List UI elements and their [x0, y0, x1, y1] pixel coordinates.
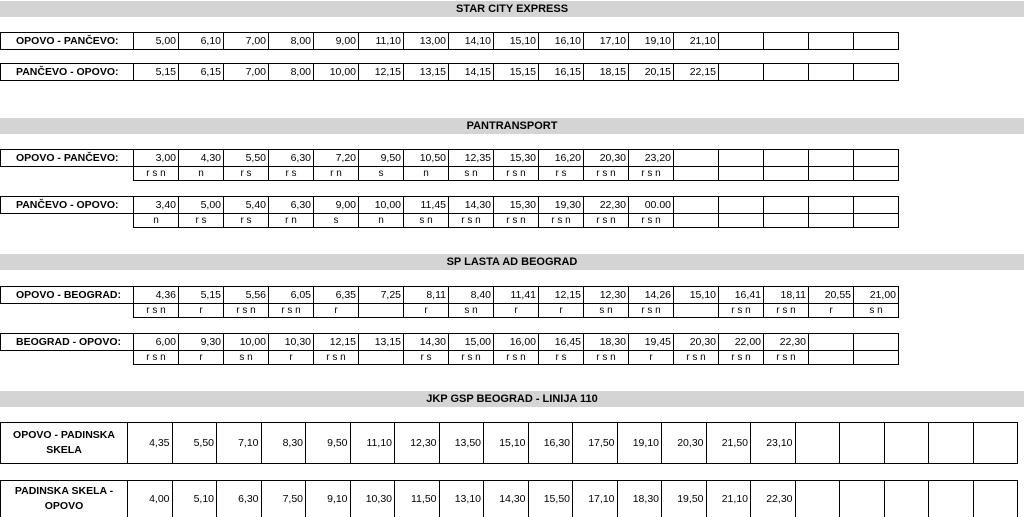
departure-time-cell: 15,30 [493, 149, 539, 167]
departure-time-cell: 15,00 [448, 333, 494, 351]
section-title: SP LASTA AD BEOGRAD [0, 254, 1024, 270]
departure-time-cell: 12,30 [583, 286, 629, 304]
departure-time-cell: 4,36 [133, 286, 179, 304]
departure-time-cell: 15,15 [493, 63, 539, 81]
departure-time-cell: 22,30 [750, 480, 796, 517]
operating-days-cell [673, 303, 719, 318]
operating-days-cell: r n [313, 166, 359, 181]
departure-time-cell [718, 32, 764, 50]
departure-time-cell: 20,15 [628, 63, 674, 81]
departure-time-cell: 12,30 [394, 422, 440, 464]
route-label: PANČEVO - OPOVO: [0, 196, 134, 214]
operating-days-cell: r s [538, 166, 584, 181]
departure-time-cell: 21,00 [853, 286, 899, 304]
departure-time-cell [928, 422, 974, 464]
operating-days-row [133, 350, 899, 365]
departure-time-cell [928, 480, 974, 517]
departure-time-cell: 19,10 [617, 422, 663, 464]
departure-time-cell [884, 480, 930, 517]
operating-days-row [133, 166, 899, 181]
operating-days-cell: r s n [448, 213, 494, 228]
departure-time-cell: 4,35 [127, 422, 173, 464]
departure-time-cell: 5,15 [178, 286, 224, 304]
operating-days-cell: r [178, 350, 224, 365]
departure-time-cell: 18,11 [763, 286, 809, 304]
route-row [0, 32, 899, 50]
operating-days-cell [853, 350, 899, 365]
departure-time-cell [853, 149, 899, 167]
departure-time-cell [795, 422, 841, 464]
route-row [0, 149, 899, 167]
departure-time-cell: 4,30 [178, 149, 224, 167]
departure-time-cell: 10,00 [313, 63, 359, 81]
operating-days-cell: s n [448, 166, 494, 181]
operating-days-cell [718, 166, 764, 181]
departure-time-cell: 8,00 [268, 32, 314, 50]
operating-days-cell: s n [853, 303, 899, 318]
operating-days-cell: r s n [493, 213, 539, 228]
departure-time-cell: 18,30 [583, 333, 629, 351]
operating-days-cell [673, 213, 719, 228]
departure-time-cell [718, 196, 764, 214]
departure-time-cell: 7,20 [313, 149, 359, 167]
departure-time-cell: 22,15 [673, 63, 719, 81]
operating-days-cell: r [538, 303, 584, 318]
route-label: OPOVO - PADINSKA SKELA [0, 422, 128, 464]
departure-time-cell: 14,26 [628, 286, 674, 304]
departure-time-cell: 22,30 [583, 196, 629, 214]
departure-time-cell: 6,10 [178, 32, 224, 50]
departure-time-cell [673, 196, 719, 214]
operating-days-cell: s n [403, 213, 449, 228]
operating-days-cell: r [493, 303, 539, 318]
operating-days-cell: r s n [583, 213, 629, 228]
departure-time-cell: 12,35 [448, 149, 494, 167]
departure-time-cell: 16,00 [493, 333, 539, 351]
operating-days-cell: r s n [223, 303, 269, 318]
departure-time-cell [808, 196, 854, 214]
operating-days-cell: r s n [763, 303, 809, 318]
operating-days-cell: r s [403, 350, 449, 365]
departure-time-cell: 9,00 [313, 196, 359, 214]
departure-time-cell: 5,50 [172, 422, 218, 464]
departure-time-cell [808, 333, 854, 351]
departure-time-cell: 13,00 [403, 32, 449, 50]
departure-time-cell: 8,40 [448, 286, 494, 304]
departure-time-cell: 16,41 [718, 286, 764, 304]
operating-days-cell: r s n [628, 166, 674, 181]
departure-time-cell [973, 480, 1019, 517]
section-title: PANTRANSPORT [0, 118, 1024, 134]
departure-time-cell: 10,50 [403, 149, 449, 167]
route-label: OPOVO - PANČEVO: [0, 32, 134, 50]
operating-days-cell: r [268, 350, 314, 365]
departure-time-cell [973, 422, 1019, 464]
operating-days-cell: r [313, 303, 359, 318]
departure-time-cell: 6,30 [268, 196, 314, 214]
operating-days-cell: r s n [313, 350, 359, 365]
departure-time-cell: 23,20 [628, 149, 674, 167]
departure-time-cell [763, 149, 809, 167]
section-title: JKP GSP BEOGRAD - LINIJA 110 [0, 391, 1024, 407]
route-label: BEOGRAD - OPOVO: [0, 333, 134, 351]
operating-days-cell: r s n [673, 350, 719, 365]
operating-days-cell: r [178, 303, 224, 318]
operating-days-row [133, 213, 899, 228]
operating-days-cell [853, 166, 899, 181]
departure-time-cell: 16,45 [538, 333, 584, 351]
departure-time-cell: 8,00 [268, 63, 314, 81]
departure-time-cell: 5,15 [133, 63, 179, 81]
departure-time-cell: 23,10 [750, 422, 796, 464]
departure-time-cell: 10,30 [350, 480, 396, 517]
departure-time-cell [763, 32, 809, 50]
operating-days-cell: r s n [133, 166, 179, 181]
operating-days-cell: n [403, 166, 449, 181]
operating-days-cell: n [358, 213, 404, 228]
operating-days-cell: s n [448, 303, 494, 318]
operating-days-cell [358, 350, 404, 365]
operating-days-cell: r s n [133, 303, 179, 318]
departure-time-cell: 6,15 [178, 63, 224, 81]
departure-time-cell: 6,05 [268, 286, 314, 304]
departure-time-cell: 7,00 [223, 63, 269, 81]
departure-time-cell [763, 196, 809, 214]
operating-days-cell: r s n [493, 350, 539, 365]
departure-time-cell [853, 63, 899, 81]
departure-time-cell: 19,30 [538, 196, 584, 214]
operating-days-cell: r s n [268, 303, 314, 318]
operating-days-row [133, 303, 899, 318]
departure-time-cell: 22,00 [718, 333, 764, 351]
operating-days-cell [763, 166, 809, 181]
route-row [0, 63, 899, 81]
route-row [0, 286, 899, 304]
departure-time-cell: 21,10 [673, 32, 719, 50]
departure-time-cell: 7,50 [261, 480, 307, 517]
operating-days-cell: r s n [538, 213, 584, 228]
departure-time-cell: 20,30 [673, 333, 719, 351]
departure-time-cell [853, 32, 899, 50]
departure-time-cell: 19,50 [661, 480, 707, 517]
operating-days-cell: r s n [628, 303, 674, 318]
departure-time-cell [808, 32, 854, 50]
operating-days-cell: r s n [583, 350, 629, 365]
operating-days-cell [358, 303, 404, 318]
operating-days-cell: r s [223, 166, 269, 181]
departure-time-cell: 12,15 [358, 63, 404, 81]
departure-time-cell [795, 480, 841, 517]
operating-days-cell: r s n [448, 350, 494, 365]
operating-days-cell: s [313, 213, 359, 228]
departure-time-cell: 19,45 [628, 333, 674, 351]
operating-days-cell: n [133, 213, 179, 228]
operating-days-cell: s n [583, 303, 629, 318]
departure-time-cell [673, 149, 719, 167]
departure-time-cell: 5,40 [223, 196, 269, 214]
departure-time-cell: 15,10 [673, 286, 719, 304]
route-label: PADINSKA SKELA - OPOVO [0, 480, 128, 517]
operating-days-cell [673, 166, 719, 181]
operating-days-cell: r s n [583, 166, 629, 181]
departure-time-cell: 21,10 [706, 480, 752, 517]
departure-time-cell: 15,10 [493, 32, 539, 50]
operating-days-cell [808, 350, 854, 365]
departure-time-cell [839, 480, 885, 517]
departure-time-cell: 14,15 [448, 63, 494, 81]
departure-time-cell: 5,50 [223, 149, 269, 167]
operating-days-cell: r s [538, 350, 584, 365]
departure-time-cell: 9,10 [305, 480, 351, 517]
departure-time-cell: 13,50 [439, 422, 485, 464]
departure-time-cell: 22,30 [763, 333, 809, 351]
departure-time-cell [808, 149, 854, 167]
operating-days-cell [763, 213, 809, 228]
departure-time-cell: 20,30 [583, 149, 629, 167]
route-label: OPOVO - BEOGRAD: [0, 286, 134, 304]
operating-days-cell: r s n [493, 166, 539, 181]
departure-time-cell [853, 333, 899, 351]
departure-time-cell: 3,00 [133, 149, 179, 167]
departure-time-cell: 00.00 [628, 196, 674, 214]
route-row [0, 480, 1018, 517]
route-row [0, 333, 899, 351]
departure-time-cell: 4,00 [127, 480, 173, 517]
departure-time-cell: 10,00 [223, 333, 269, 351]
departure-time-cell: 11,10 [350, 422, 396, 464]
operating-days-cell: r s n [718, 350, 764, 365]
operating-days-cell: s [358, 166, 404, 181]
departure-time-cell: 12,15 [313, 333, 359, 351]
departure-time-cell: 8,11 [403, 286, 449, 304]
departure-time-cell: 7,25 [358, 286, 404, 304]
departure-time-cell: 17,10 [572, 480, 618, 517]
departure-time-cell [853, 196, 899, 214]
departure-time-cell: 16,20 [538, 149, 584, 167]
departure-time-cell: 9,30 [178, 333, 224, 351]
operating-days-cell [718, 213, 764, 228]
departure-time-cell: 19,10 [628, 32, 674, 50]
departure-time-cell: 16,15 [538, 63, 584, 81]
route-label: PANČEVO - OPOVO: [0, 63, 134, 81]
departure-time-cell: 11,45 [403, 196, 449, 214]
departure-time-cell: 14,30 [448, 196, 494, 214]
departure-time-cell [839, 422, 885, 464]
departure-time-cell: 15,50 [528, 480, 574, 517]
departure-time-cell: 5,56 [223, 286, 269, 304]
departure-time-cell [763, 63, 809, 81]
departure-time-cell: 5,00 [133, 32, 179, 50]
departure-time-cell: 14,30 [403, 333, 449, 351]
route-label: OPOVO - PANČEVO: [0, 149, 134, 167]
departure-time-cell: 14,30 [483, 480, 529, 517]
departure-time-cell: 6,00 [133, 333, 179, 351]
section-title: STAR CITY EXPRESS [0, 1, 1024, 17]
departure-time-cell: 21,50 [706, 422, 752, 464]
operating-days-cell: r s [178, 213, 224, 228]
departure-time-cell: 18,15 [583, 63, 629, 81]
departure-time-cell: 11,41 [493, 286, 539, 304]
operating-days-cell: r [403, 303, 449, 318]
departure-time-cell: 7,00 [223, 32, 269, 50]
departure-time-cell [718, 63, 764, 81]
route-row [0, 422, 1018, 464]
departure-time-cell: 16,10 [538, 32, 584, 50]
departure-time-cell: 6,30 [268, 149, 314, 167]
operating-days-cell: s n [223, 350, 269, 365]
operating-days-cell: r [808, 303, 854, 318]
departure-time-cell: 7,10 [216, 422, 262, 464]
departure-time-cell: 5,00 [178, 196, 224, 214]
departure-time-cell: 17,50 [572, 422, 618, 464]
operating-days-cell: r s n [628, 213, 674, 228]
departure-time-cell: 9,50 [305, 422, 351, 464]
departure-time-cell: 20,30 [661, 422, 707, 464]
departure-time-cell: 13,10 [439, 480, 485, 517]
departure-time-cell: 11,10 [358, 32, 404, 50]
operating-days-cell: r [628, 350, 674, 365]
departure-time-cell: 8,30 [261, 422, 307, 464]
departure-time-cell: 10,30 [268, 333, 314, 351]
departure-time-cell: 15,10 [483, 422, 529, 464]
departure-time-cell: 5,10 [172, 480, 218, 517]
operating-days-cell [853, 213, 899, 228]
departure-time-cell: 11,50 [394, 480, 440, 517]
departure-time-cell: 18,30 [617, 480, 663, 517]
operating-days-cell: r s n [133, 350, 179, 365]
route-row [0, 196, 899, 214]
operating-days-cell: r s n [718, 303, 764, 318]
operating-days-cell: n [178, 166, 224, 181]
departure-time-cell: 9,00 [313, 32, 359, 50]
departure-time-cell: 3,40 [133, 196, 179, 214]
departure-time-cell: 10,00 [358, 196, 404, 214]
departure-time-cell [808, 63, 854, 81]
operating-days-cell [808, 213, 854, 228]
departure-time-cell [884, 422, 930, 464]
departure-time-cell: 16,30 [528, 422, 574, 464]
departure-time-cell: 20,55 [808, 286, 854, 304]
departure-time-cell: 12,15 [538, 286, 584, 304]
departure-time-cell: 13,15 [403, 63, 449, 81]
operating-days-cell: r s n [763, 350, 809, 365]
departure-time-cell: 9,50 [358, 149, 404, 167]
operating-days-cell: r n [268, 213, 314, 228]
departure-time-cell: 6,30 [216, 480, 262, 517]
departure-time-cell: 13,15 [358, 333, 404, 351]
operating-days-cell: r s [268, 166, 314, 181]
departure-time-cell [718, 149, 764, 167]
operating-days-cell [808, 166, 854, 181]
departure-time-cell: 6,35 [313, 286, 359, 304]
departure-time-cell: 15,30 [493, 196, 539, 214]
departure-time-cell: 14,10 [448, 32, 494, 50]
operating-days-cell: r s [223, 213, 269, 228]
departure-time-cell: 17,10 [583, 32, 629, 50]
